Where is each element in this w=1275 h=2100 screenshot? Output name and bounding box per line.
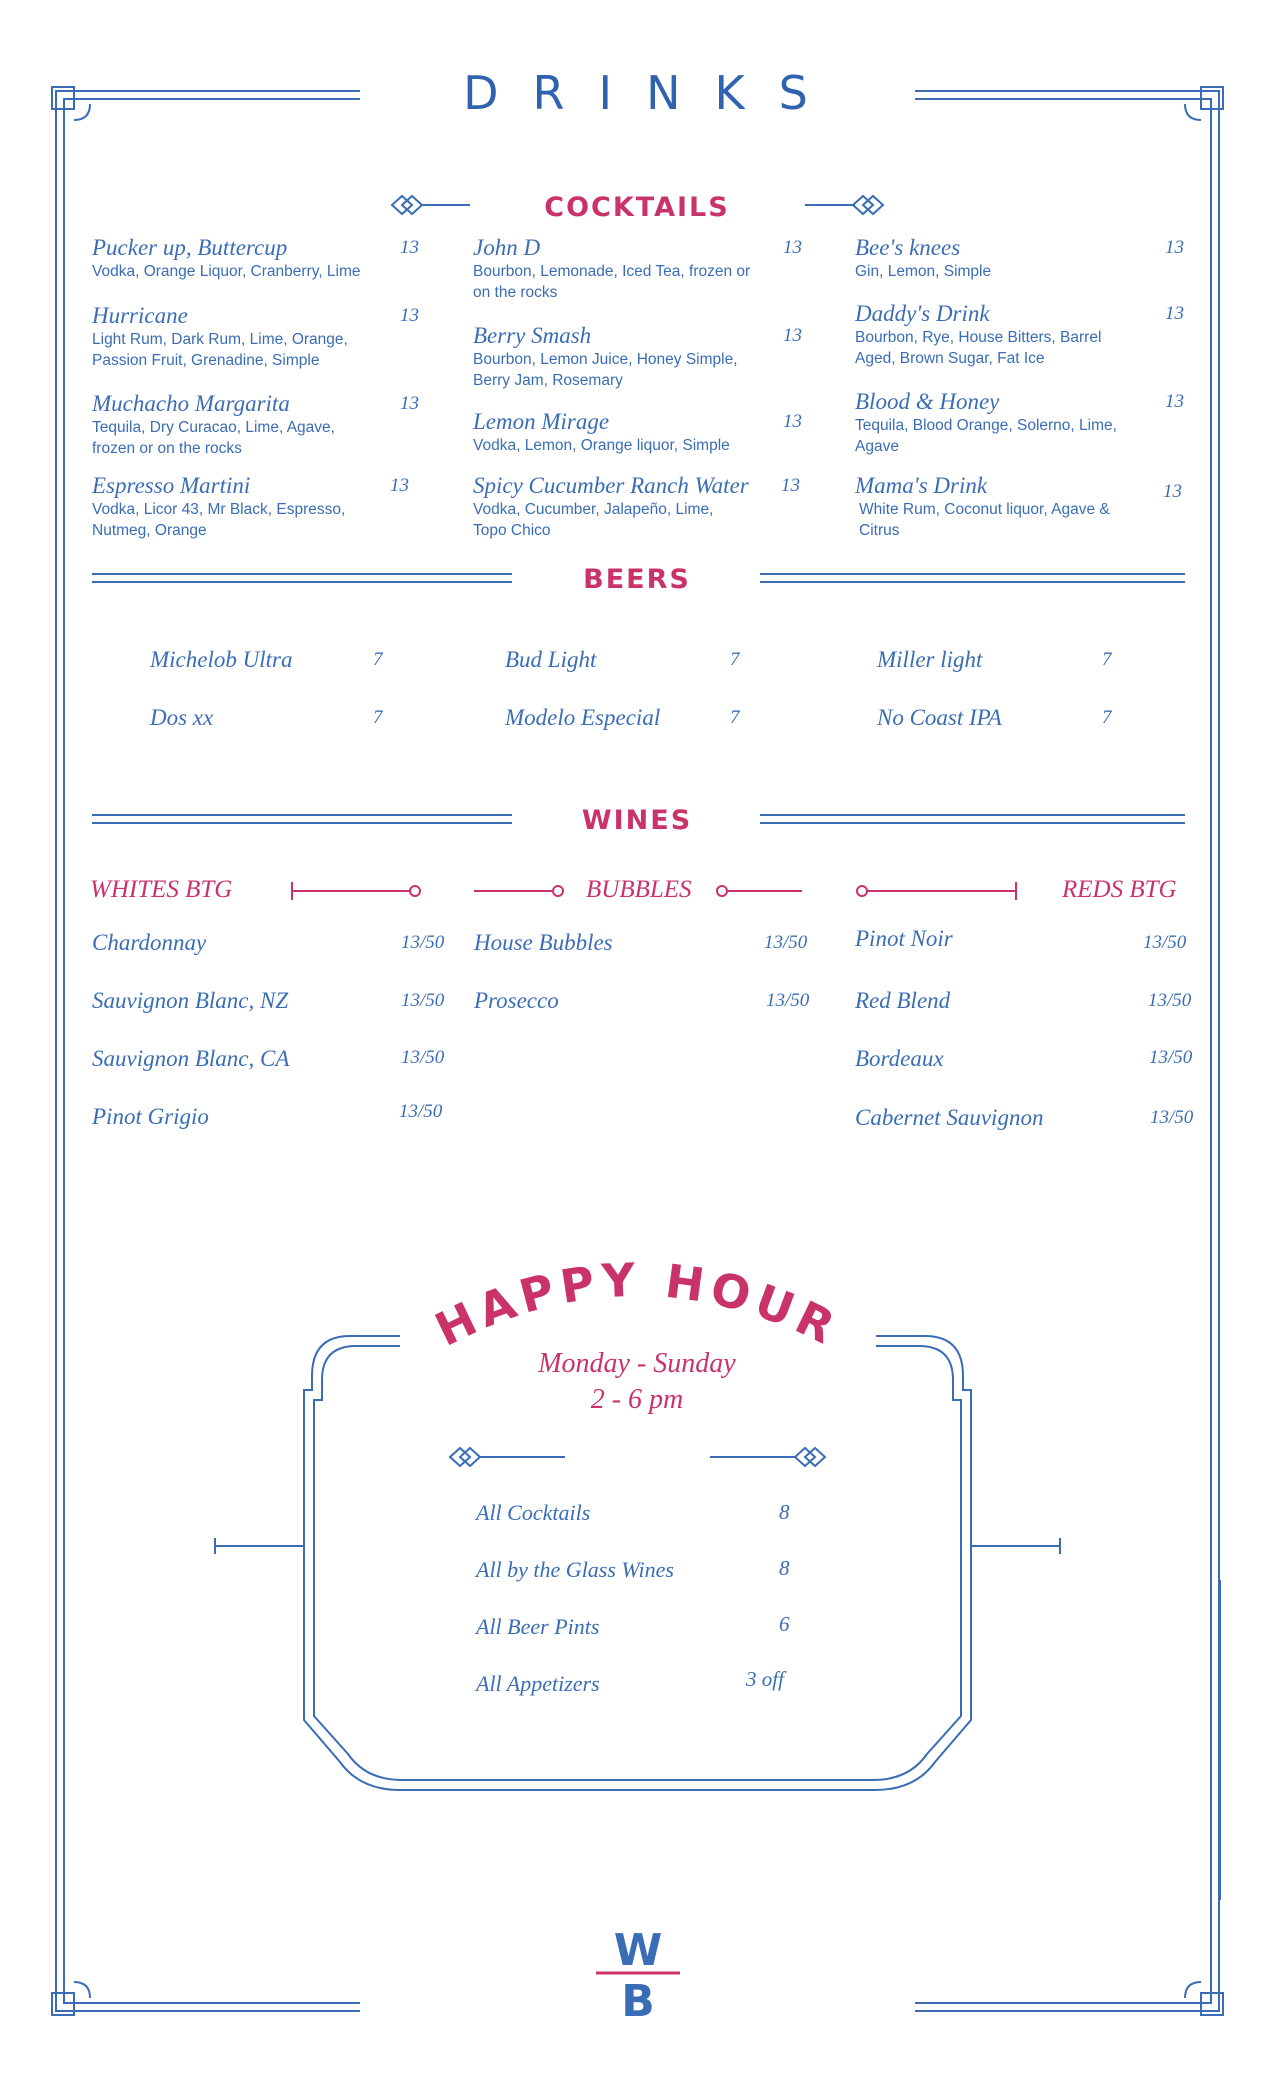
list-item: [855, 235, 1185, 301]
happy-hour-price: 3 off: [746, 1667, 784, 1691]
beer-price: 7: [730, 649, 740, 670]
beer-name: Bud Light: [505, 647, 597, 672]
item-name: Bee's knees: [855, 235, 961, 260]
wine-name: Bordeaux: [855, 1046, 944, 1071]
item-price: 13: [390, 475, 409, 496]
item-name: Muchacho Margarita: [92, 391, 290, 416]
wine-name: Cabernet Sauvignon: [855, 1105, 1044, 1130]
item-desc: Bourbon, Lemonade, Iced Tea, frozen or on the rocks: [473, 263, 751, 301]
list-item: [92, 303, 422, 391]
item-desc: Bourbon, Lemon Juice, Honey Simple, Berry Jam, Rosemary: [473, 351, 738, 389]
beer-price: 7: [373, 707, 383, 728]
wine-name: Sauvignon Blanc, CA: [92, 1046, 290, 1071]
list-item: [855, 301, 1185, 389]
item-name: Blood & Honey: [855, 389, 1000, 414]
list-item: [473, 409, 803, 473]
item-desc: Vodka, Lemon, Orange liquor, Simple: [473, 437, 730, 454]
happy-hour-item: All Cocktails: [476, 1500, 591, 1525]
wines-heading: WINES: [581, 805, 693, 836]
item-desc: White Rum, Coconut liquor, Agave & Citrus: [859, 501, 1110, 539]
item-price: 13: [783, 411, 802, 432]
list-item: [855, 389, 1185, 473]
wine-name: Pinot Grigio: [92, 1104, 209, 1129]
bubbles-heading: BUBBLES: [586, 876, 692, 903]
list-item: [92, 235, 422, 303]
list-item: [473, 323, 803, 409]
wine-price: 13/50: [399, 1101, 443, 1122]
item-desc: Light Rum, Dark Rum, Lime, Orange, Passion Fruit, Grenadine, Simple: [92, 331, 348, 369]
svg-text:W: W: [613, 1925, 663, 1976]
happy-hour-time: 2 - 6 pm: [590, 1384, 684, 1415]
wine-price: 13/50: [401, 932, 445, 953]
beer-name: Modelo Especial: [505, 705, 661, 730]
item-name: Espresso Martini: [92, 473, 251, 498]
item-price: 13: [1163, 481, 1182, 502]
item-desc: Tequila, Blood Orange, Solerno, Lime, Agave: [855, 417, 1117, 455]
beer-name: Michelob Ultra: [150, 647, 293, 672]
wine-name: House Bubbles: [474, 930, 613, 955]
happy-hour-item: All by the Glass Wines: [476, 1557, 674, 1582]
beer-name: Miller light: [877, 647, 983, 672]
item-name: Lemon Mirage: [473, 409, 610, 434]
wine-price: 13/50: [1149, 1047, 1193, 1068]
wine-name: Prosecco: [474, 988, 559, 1013]
item-name: Berry Smash: [473, 323, 592, 348]
wine-name: Chardonnay: [92, 930, 207, 955]
happy-hour-price: 8: [779, 1556, 790, 1580]
cocktails-col1: [92, 235, 422, 543]
wine-price: 13/50: [401, 990, 445, 1011]
wine-name: Sauvignon Blanc, NZ: [92, 988, 289, 1013]
list-item: [855, 473, 1185, 543]
wine-price: 13/50: [1148, 990, 1192, 1011]
item-price: 13: [1165, 303, 1184, 324]
item-price: 13: [400, 237, 419, 258]
beer-name: No Coast IPA: [877, 705, 1002, 730]
page-title: DRINKS: [463, 66, 842, 120]
happy-hour-price: 6: [779, 1612, 790, 1636]
beers-heading: BEERS: [583, 564, 691, 595]
item-desc: Vodka, Cucumber, Jalapeño, Lime, Topo Chico: [473, 501, 714, 539]
item-price: 13: [783, 237, 802, 258]
item-desc: Bourbon, Rye, House Bitters, Barrel Aged, Brown Sugar, Fat Ice: [855, 329, 1102, 367]
cocktails-col3: [855, 235, 1185, 543]
item-price: 13: [781, 475, 800, 496]
list-item: [473, 473, 803, 543]
beer-price: 7: [1102, 649, 1112, 670]
item-name: John D: [473, 235, 541, 260]
item-name: Hurricane: [92, 303, 188, 328]
list-item: [92, 473, 422, 543]
item-price: 13: [1165, 391, 1184, 412]
happy-hour-heading: HAPPY HOUR: [426, 1252, 849, 1357]
item-price: 13: [400, 393, 419, 414]
whites-heading: WHITES BTG: [90, 876, 233, 903]
wine-name: Pinot Noir: [855, 926, 953, 951]
wine-price: 13/50: [1150, 1107, 1194, 1128]
happy-hour-days: Monday - Sunday: [538, 1348, 736, 1379]
item-name: Spicy Cucumber Ranch Water: [473, 473, 749, 498]
wine-price: 13/50: [766, 990, 810, 1011]
item-price: 13: [1165, 237, 1184, 258]
item-name: Pucker up, Buttercup: [92, 235, 288, 260]
beer-price: 7: [373, 649, 383, 670]
wine-price: 13/50: [401, 1047, 445, 1068]
wine-price: 13/50: [1143, 932, 1187, 953]
cocktails-heading: COCKTAILS: [544, 192, 730, 223]
beer-name: Dos xx: [150, 705, 214, 730]
wine-name: Red Blend: [855, 988, 951, 1013]
item-name: Daddy's Drink: [855, 301, 990, 326]
happy-hour-item: All Beer Pints: [476, 1614, 600, 1639]
item-desc: Vodka, Orange Liquor, Cranberry, Lime: [92, 263, 361, 280]
happy-hour-item: All Appetizers: [476, 1671, 600, 1696]
list-item: [473, 235, 803, 323]
svg-text:B: B: [621, 1976, 655, 2027]
happy-hour-price: 8: [779, 1500, 790, 1524]
list-item: [92, 391, 422, 473]
reds-heading: REDS BTG: [1062, 876, 1177, 903]
item-name: Mama's Drink: [855, 473, 988, 498]
wine-price: 13/50: [764, 932, 808, 953]
item-price: 13: [783, 325, 802, 346]
item-desc: Vodka, Licor 43, Mr Black, Espresso, Nutmeg, Orange: [92, 501, 346, 539]
wb-logo: [596, 1925, 680, 2027]
beer-price: 7: [730, 707, 740, 728]
beer-price: 7: [1102, 707, 1112, 728]
item-price: 13: [400, 305, 419, 326]
item-desc: Tequila, Dry Curacao, Lime, Agave, frozen or on the rocks: [92, 419, 335, 457]
cocktails-col2: [473, 235, 803, 543]
item-desc: Gin, Lemon, Simple: [855, 263, 992, 280]
